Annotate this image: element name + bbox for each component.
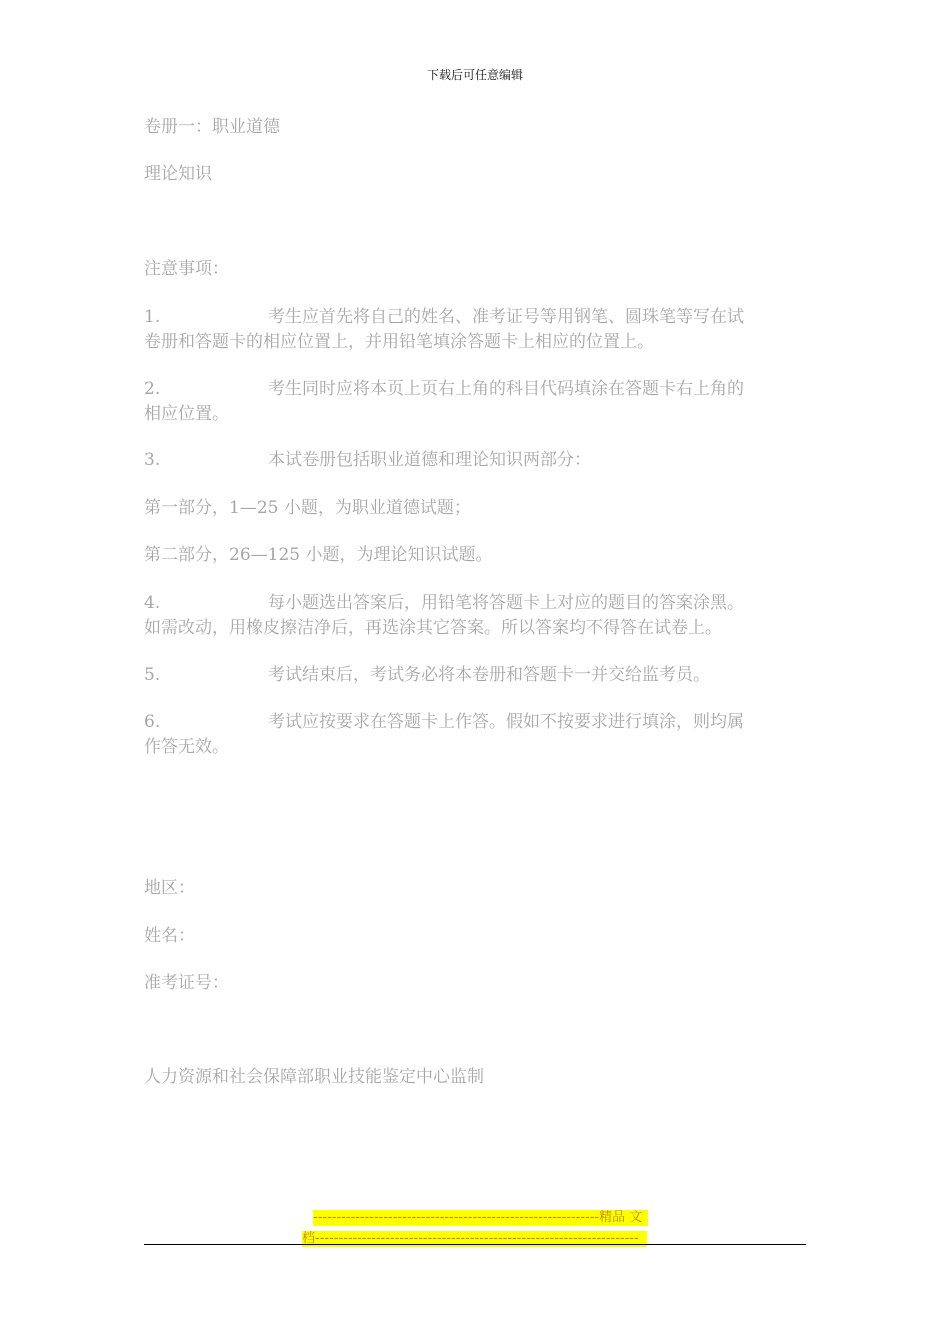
notice-item-number: 5. bbox=[144, 665, 161, 685]
volume-title: 卷册一：职业道德 bbox=[144, 117, 280, 137]
section-title: 理论知识 bbox=[144, 164, 212, 184]
footer-rule bbox=[144, 1244, 806, 1245]
notice-item-text: 考生应首先将自己的姓名、准考证号等用钢笔、圆珠笔等写在试 bbox=[268, 307, 744, 327]
footer-note-line-2: 档--------------------------------------------------------------------- bbox=[302, 1231, 647, 1247]
notice-item-text: 每小题选出答案后，用铅笔将答题卡上对应的题目的答案涂黑。 bbox=[268, 593, 744, 613]
notice-item-text: 考试应按要求在答题卡上作答。假如不按要求进行填涂，则均属 bbox=[268, 712, 744, 732]
field-exam-id-label: 准考证号： bbox=[144, 973, 229, 993]
footer-note-line-1: -------------------------------------------------------------精品 文 bbox=[313, 1210, 648, 1226]
notice-part-1: 第一部分，1—25 小题，为职业道德试题； bbox=[144, 498, 471, 518]
notice-item-6 bbox=[144, 710, 806, 760]
notice-item-number: 1. bbox=[144, 307, 161, 327]
notice-item-text: 考试结束后，考试务必将本卷册和答题卡一并交给监考员。 bbox=[268, 665, 710, 685]
notice-item-continuation: 卷册和答题卡的相应位置上，并用铅笔填涂答题卡上相应的位置上。 bbox=[144, 332, 654, 352]
page-header: 下载后可任意编辑 bbox=[426, 68, 523, 82]
footer-note bbox=[302, 1210, 652, 1252]
field-region-label: 地区： bbox=[144, 878, 195, 898]
notice-item-continuation: 如需改动，用橡皮擦洁净后，再选涂其它答案。所以答案均不得答在试卷上。 bbox=[144, 618, 722, 638]
notice-part-2: 第二部分，26—125 小题，为理论知识试题。 bbox=[144, 545, 493, 565]
notice-item-3 bbox=[144, 448, 806, 473]
notice-heading: 注意事项： bbox=[144, 259, 229, 279]
notice-item-number: 6. bbox=[144, 712, 161, 732]
notice-item-number: 3. bbox=[144, 450, 161, 470]
notice-item-5 bbox=[144, 663, 806, 688]
notice-item-2 bbox=[144, 377, 806, 427]
notice-item-number: 2. bbox=[144, 379, 161, 399]
notice-item-number: 4. bbox=[144, 593, 161, 613]
notice-item-4 bbox=[144, 591, 806, 641]
notice-item-text: 考生同时应将本页上页右上角的科目代码填涂在答题卡右上角的 bbox=[268, 379, 744, 399]
notice-item-text: 本试卷册包括职业道德和理论知识两部分： bbox=[268, 450, 591, 470]
field-name-label: 姓名： bbox=[144, 926, 195, 946]
notice-item-1 bbox=[144, 305, 806, 355]
notice-item-continuation: 相应位置。 bbox=[144, 404, 229, 424]
supervisor-line: 人力资源和社会保障部职业技能鉴定中心监制 bbox=[144, 1067, 484, 1087]
notice-item-continuation: 作答无效。 bbox=[144, 737, 229, 757]
